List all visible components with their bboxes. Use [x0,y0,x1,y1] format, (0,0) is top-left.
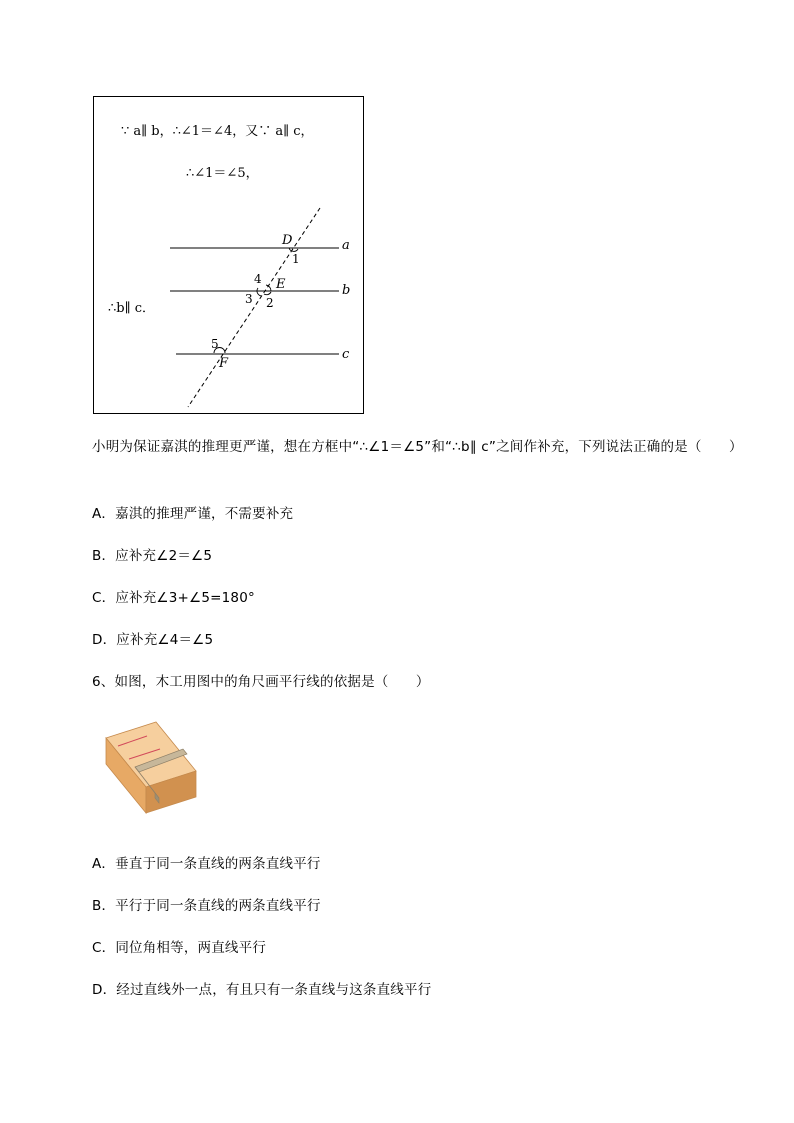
proof-line-1: ∵ a∥ b，∴∠1＝∠4，又∵ a∥ c， [121,124,314,139]
label-angle-4: 4 [254,272,262,286]
proof-line-2: ∴∠1＝∠5， [186,166,259,181]
label-angle-1: 1 [292,252,300,266]
label-angle-3: 3 [245,292,253,306]
q6-option-b: B．平行于同一条直线的两条直线平行 [92,898,321,914]
label-F: F [219,356,229,371]
q5-stem: 小明为保证嘉淇的推理更严谨，想在方框中“∴∠1＝∠5”和“∴b∥ c”之间作补充，下列说法正确的是（ ） [92,439,743,455]
q6-option-c: C．同位角相等，两直线平行 [92,940,267,956]
angle-3-arc [257,288,262,296]
carpenter-square-illustration [104,719,204,819]
q5-option-a: A．嘉淇的推理严谨，不需要补充 [92,506,294,522]
label-a: a [342,238,350,253]
q5-option-b: B．应补充∠2＝∠5 [92,548,213,564]
q5-option-c: C．应补充∠3+∠5=180° [92,590,255,606]
q5-option-d: D．应补充∠4＝∠5 [92,632,214,648]
angle-4-arc [266,285,271,291]
label-angle-2: 2 [266,296,274,310]
label-angle-5: 5 [211,337,219,351]
proof-conclusion: ∴b∥ c． [108,301,156,316]
proof-box [93,96,364,414]
q6-stem: 6、如图，木工用图中的角尺画平行线的依据是（ ） [92,674,430,690]
label-D: D [282,233,293,248]
parallel-lines-figure [94,97,365,415]
angle-1-arc [289,248,298,251]
label-E: E [276,277,286,292]
transversal-line [188,208,320,407]
q6-option-a: A．垂直于同一条直线的两条直线平行 [92,856,321,872]
label-b: b [342,283,351,298]
label-c: c [342,347,350,362]
q6-option-d: D．经过直线外一点，有且只有一条直线与这条直线平行 [92,982,432,998]
angle-2-arc [264,292,271,295]
